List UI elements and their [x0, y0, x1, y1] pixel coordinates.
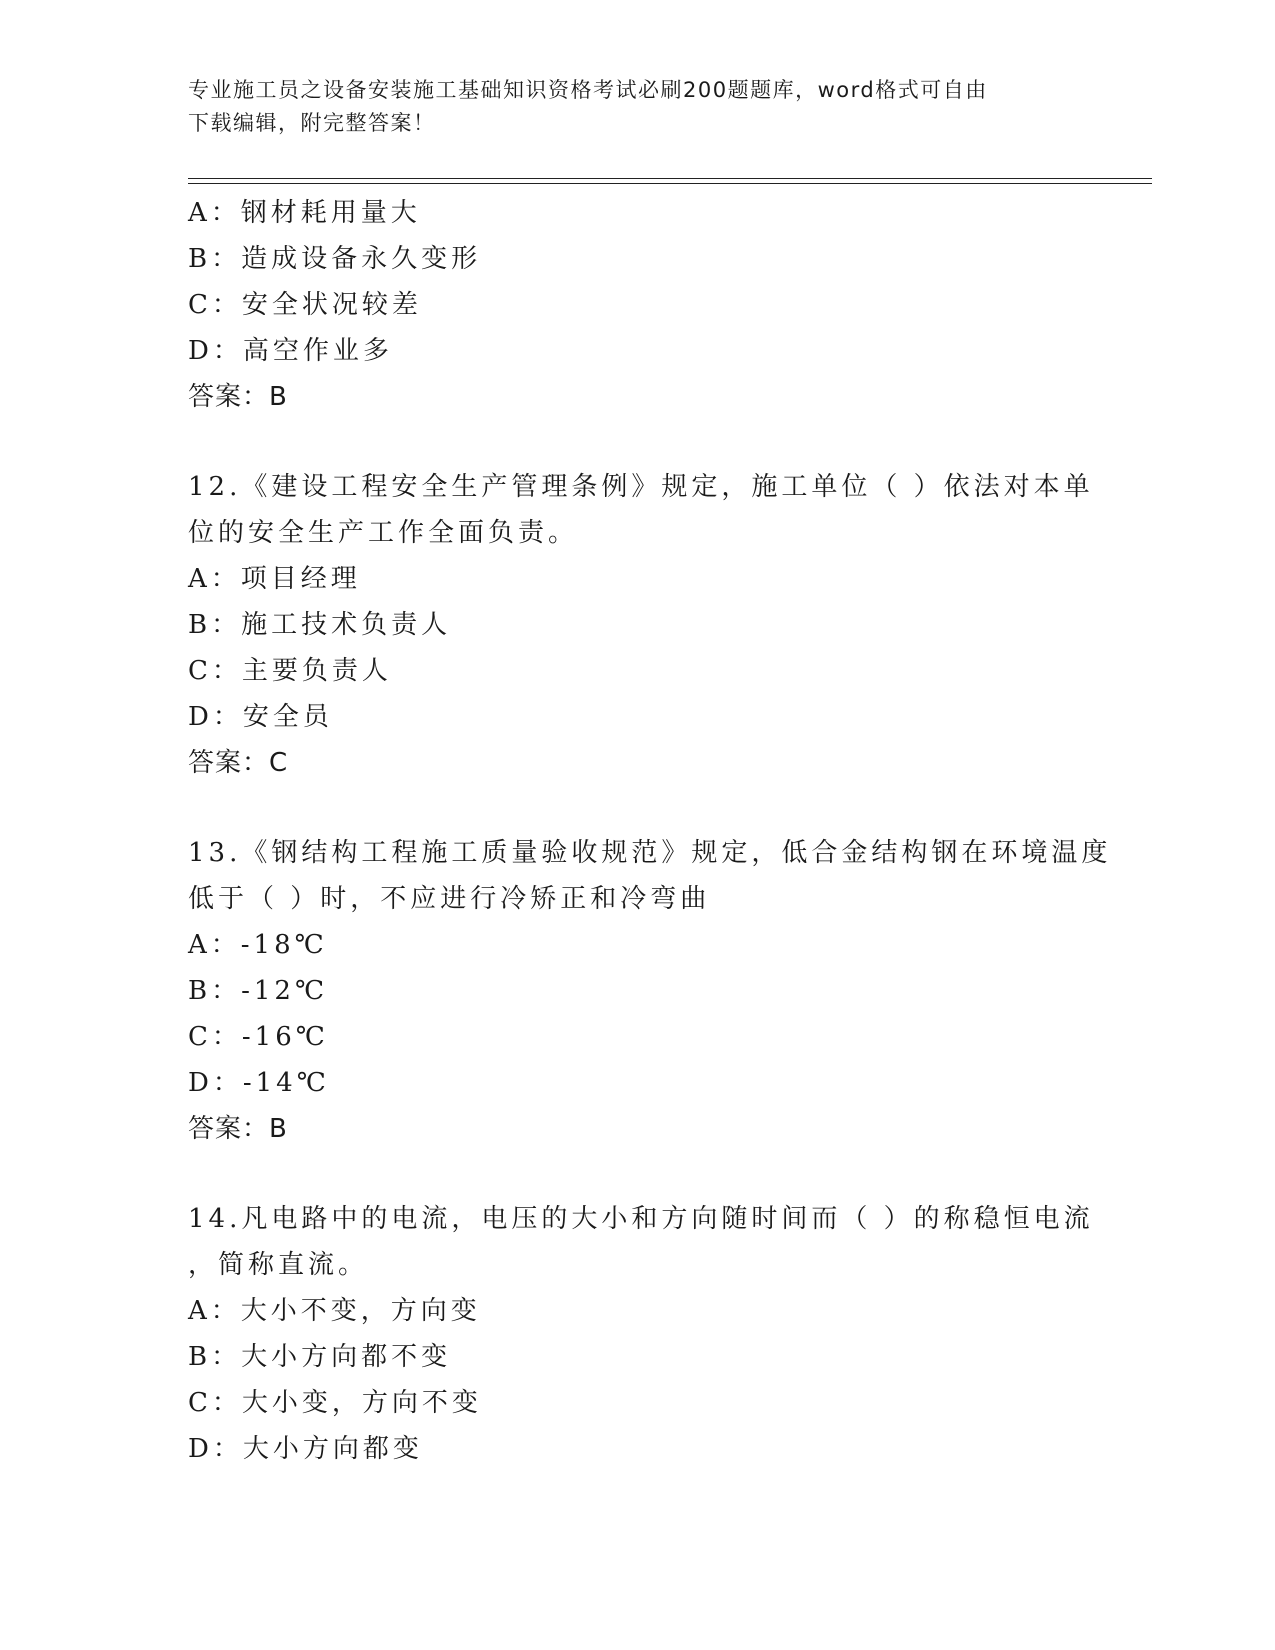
- question-stem-line-1: 12.《建设工程安全生产管理条例》规定，施工单位（ ）依法对本单: [188, 472, 1094, 502]
- question-12: [188, 464, 1094, 786]
- question-list: [188, 190, 1112, 1472]
- question-stem-line-2: 低于（ ）时，不应进行冷矫正和冷弯曲: [188, 884, 711, 914]
- option-a: A：项目经理: [188, 564, 361, 594]
- question-stem-line-2: 位的安全生产工作全面负责。: [188, 518, 579, 548]
- question-stem-line-2: ，简称直流。: [188, 1250, 369, 1280]
- answer-line: 答案：B: [188, 1114, 288, 1144]
- header-title-line-1: 专业施工员之设备安装施工基础知识资格考试必刷200题题库，word格式可自由: [188, 78, 988, 102]
- option-b: B：造成设备永久变形: [188, 244, 482, 274]
- option-c: C：安全状况较差: [188, 290, 422, 320]
- document-header: [188, 74, 1068, 140]
- answer-line: 答案：B: [188, 382, 288, 412]
- option-c: C：大小变，方向不变: [188, 1388, 482, 1418]
- question-14: [188, 1196, 1094, 1472]
- question-11-continued: [188, 190, 1088, 420]
- option-d: D：大小方向都变: [188, 1434, 423, 1464]
- question-stem-line-1: 13.《钢结构工程施工质量验收规范》规定，低合金结构钢在环境温度: [188, 838, 1112, 868]
- option-b: B：施工技术负责人: [188, 610, 452, 640]
- option-a: A：-18℃: [188, 930, 328, 960]
- option-c: C：主要负责人: [188, 656, 392, 686]
- option-b: B：-12℃: [188, 976, 329, 1006]
- option-c: C：-16℃: [188, 1022, 329, 1052]
- header-divider-top: [188, 178, 1152, 179]
- option-d: D：-14℃: [188, 1068, 330, 1098]
- answer-line: 答案：C: [188, 748, 289, 778]
- question-stem-line-1: 14.凡电路中的电流，电压的大小和方向随时间而（ ）的称稳恒电流: [188, 1204, 1094, 1234]
- question-13: [188, 830, 1112, 1152]
- option-b: B：大小方向都不变: [188, 1342, 452, 1372]
- header-title-line-2: 下载编辑，附完整答案！: [188, 111, 436, 135]
- option-a: A：大小不变，方向变: [188, 1296, 481, 1326]
- option-d: D：高空作业多: [188, 336, 393, 366]
- option-d: D：安全员: [188, 702, 333, 732]
- option-a: A：钢材耗用量大: [188, 198, 421, 228]
- header-divider-bottom: [188, 183, 1152, 184]
